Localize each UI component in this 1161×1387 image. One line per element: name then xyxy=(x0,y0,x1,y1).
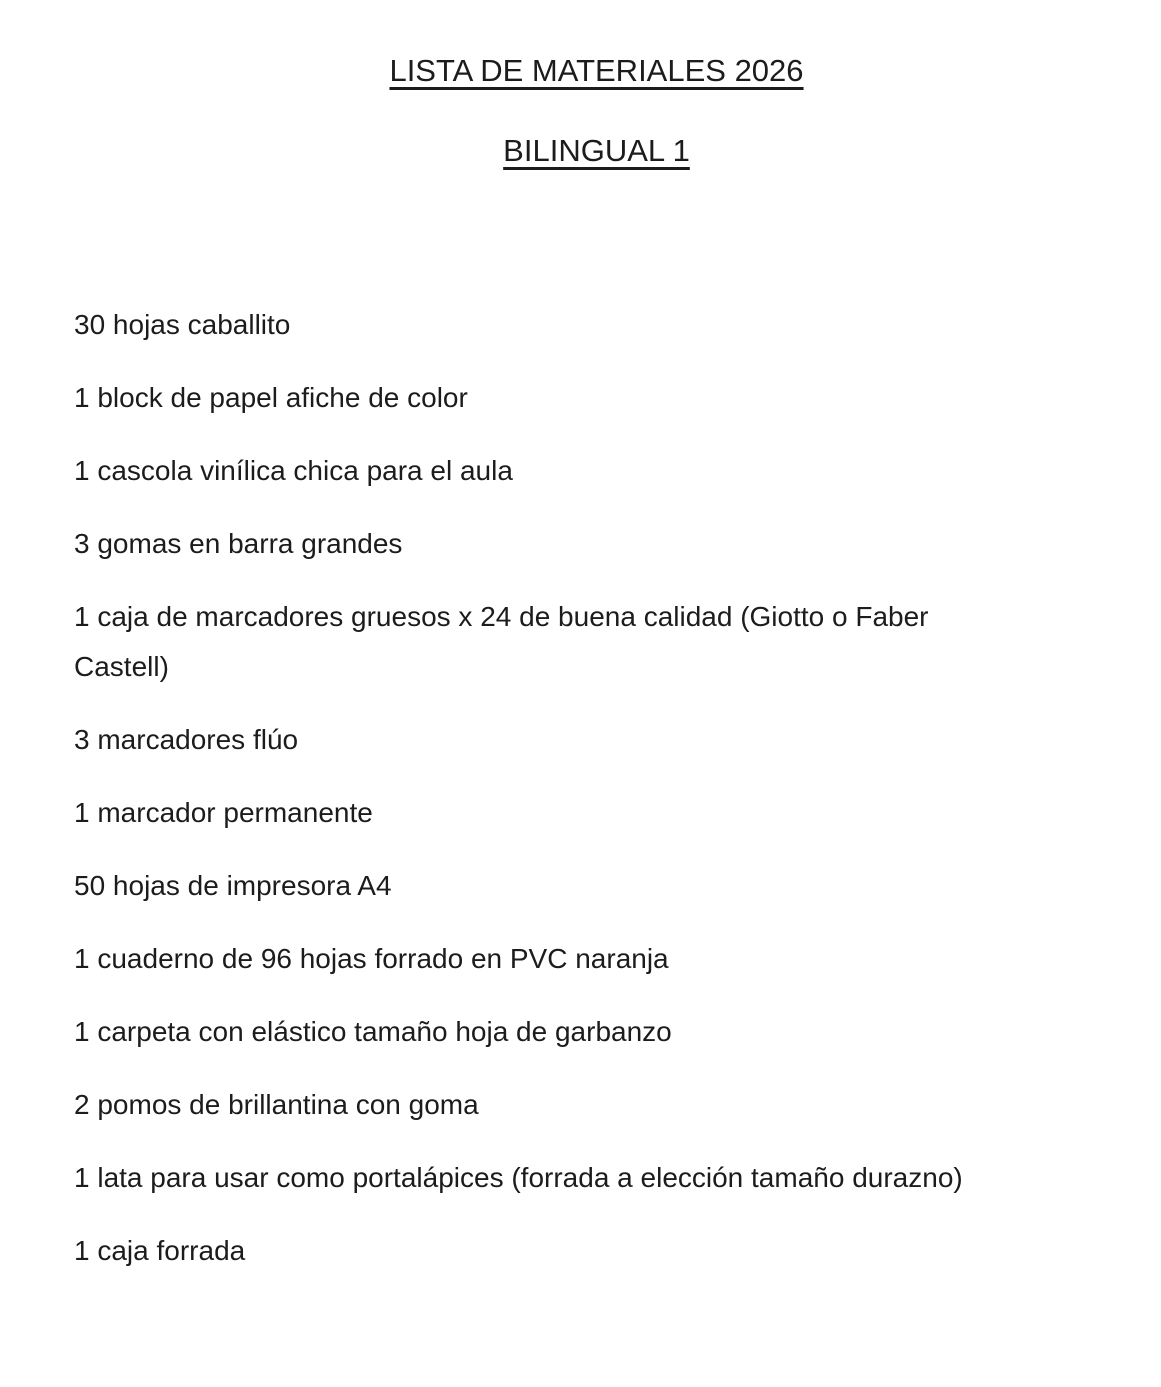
list-item: 1 carpeta con elástico tamaño hoja de garbanzo xyxy=(74,1016,672,1047)
list-item: 1 block de papel afiche de color xyxy=(74,382,468,413)
list-item: 1 cascola vinílica chica para el aula xyxy=(74,455,513,486)
document-header xyxy=(0,52,1161,170)
list-item: 2 pomos de brillantina con goma xyxy=(74,1089,479,1120)
page-title: LISTA DE MATERIALES 2026 xyxy=(389,53,804,88)
list-item: 1 caja forrada xyxy=(74,1235,246,1266)
page-subtitle: BILINGUAL 1 xyxy=(503,133,690,168)
list-item: 1 cuaderno de 96 hojas forrado en PVC naranja xyxy=(74,943,669,974)
materials-list xyxy=(0,300,1161,1276)
list-item: 30 hojas caballito xyxy=(74,309,291,340)
list-item: 1 caja de marcadores gruesos x 24 de buena calidad (Giotto o Faber Castell) xyxy=(74,601,929,682)
list-item: 1 marcador permanente xyxy=(74,797,373,828)
list-item: 3 marcadores flúo xyxy=(74,724,299,755)
list-item: 3 gomas en barra grandes xyxy=(74,528,403,559)
list-item: 50 hojas de impresora A4 xyxy=(74,870,392,901)
list-item: 1 lata para usar como portalápices (forrada a elección tamaño durazno) xyxy=(74,1162,963,1193)
